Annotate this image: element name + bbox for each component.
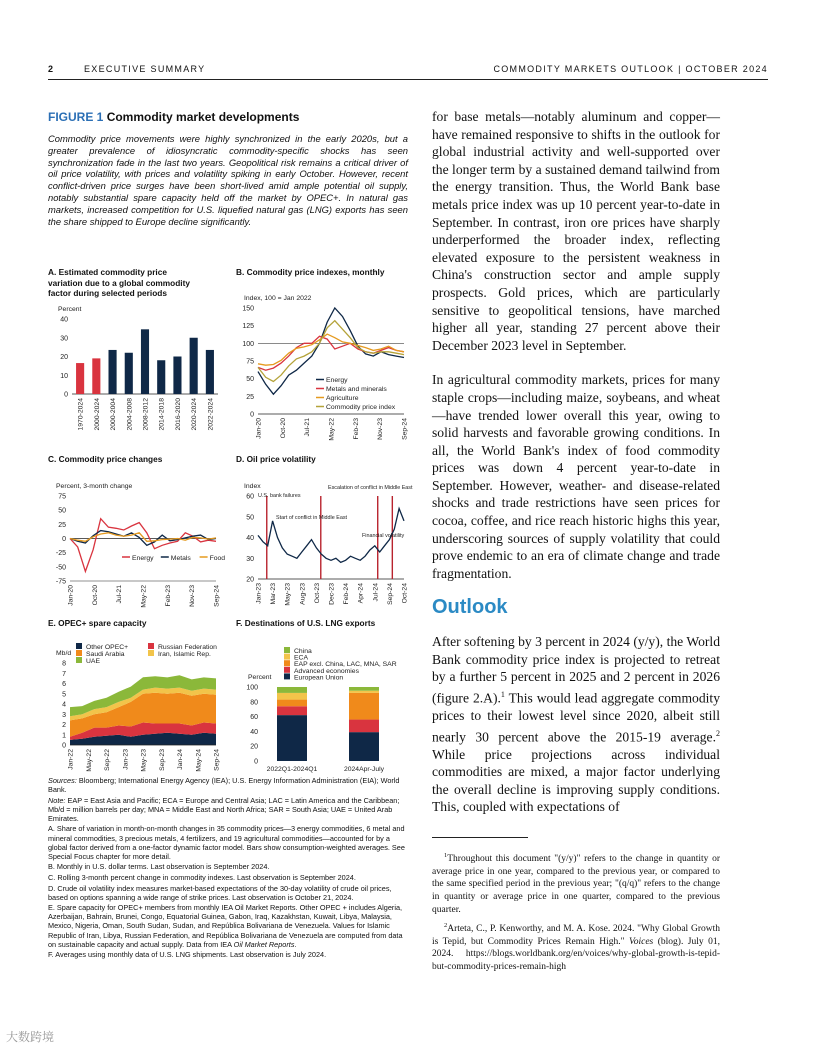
panel-a-ytick: 40 bbox=[60, 316, 68, 323]
note-e-italic: Oil Market Reports bbox=[233, 939, 295, 949]
panel-e-legend-label: Russian Federation bbox=[158, 643, 217, 651]
panel-a-bar bbox=[109, 349, 117, 393]
figure-label: FIGURE 1 bbox=[48, 110, 104, 124]
panel-e-ytick: 7 bbox=[62, 670, 66, 678]
panel-b-title: B. Commodity price indexes, monthly bbox=[236, 267, 385, 277]
figure-intro: Commodity price movements were highly synchronized in the early 2020s, but a greater prevalence of idiosyncratic commodity-specific shocks has seen synchronization fade in the last two years. Geopolitical risk remains a critical driver of oil price volatility, with prices and volatility spiking in early October. However, recent conflict-driven price surges have been short-lived amid ample potential oil supply, notably substantial spare capacity held off the market by OPEC+. In natural gas markets, increased competition for U.S. liquefied natural gas (LNG) exports has seen the share shipped to Europe decline significantly. bbox=[48, 133, 408, 227]
panel-a-xtick: 2008-2012 bbox=[142, 397, 150, 431]
panel-a-xtick: 2020-2024 bbox=[191, 397, 199, 431]
panel-f-ylabel: Percent bbox=[248, 673, 272, 681]
panel-c-xtick: Feb-23 bbox=[164, 584, 172, 607]
note-f: F. Averages using monthly data of U.S. LNG shipments. Last observation is July 2024. bbox=[48, 950, 327, 960]
panel-d-xtick: May-23 bbox=[284, 582, 292, 606]
panel-c-legend-label: Food bbox=[209, 554, 226, 562]
panel-e-ytick: 4 bbox=[62, 701, 66, 708]
panel-e-ytick: 5 bbox=[62, 690, 66, 698]
panel-b-ytick: 25 bbox=[246, 393, 254, 401]
panel-a-bar bbox=[173, 356, 181, 394]
panel-c bbox=[48, 454, 228, 615]
panel-f-legend-label: EAP excl. China, LAC, MNA, SAR bbox=[294, 660, 397, 668]
note-d: D. Crude oil volatility index measures market-based expectations of the 30-day volatility of crude oil prices, based on options spanning a wide range of strike prices. Last observation is October 21, 2024. bbox=[48, 883, 392, 902]
panel-b bbox=[236, 267, 416, 450]
panel-a-xtick: 2014-2018 bbox=[158, 397, 166, 431]
body-paragraph-3 bbox=[432, 633, 720, 816]
panel-d-chart bbox=[236, 465, 416, 615]
footnote-rule bbox=[432, 837, 528, 838]
panel-f-legend-label: Advanced economies bbox=[294, 667, 359, 675]
body-paragraph-2: In agricultural commodity markets, prices for many staple crops—including maize, soybeans, and wheat—have trended lower overall this year, owing to solid harvests and favorable growing conditions. In all, the World Bank's index of food commodity prices was down 4 percent year-to-date in September. However, weather- and disease-related shocks and trade restrictions have seen prices for cocoa, coffee, and rice reach historic highs this year, underscoring sources of supply volatility that could prove endemic to an era of climate change and trade fragmentation. bbox=[432, 372, 720, 581]
panel-e-ytick: 8 bbox=[62, 660, 66, 667]
panel-f-bar-segment bbox=[277, 706, 307, 715]
note-e-text: E. Spare capacity for OPEC+ members from monthly IEA Oil Market Reports. Other OPEC + includes Algeria, Azerbaijan, Bahrain, Brunei, Congo, Equatorial Guinea, Gabon, Iraq, Kazakhstan, Kuwait, Libya, Malaysia, Mexico, Nigeria, Oman, South Sudan, Sudan, and República Bolivariana de Venezuela. Values for Islamic Republic of Iran, Libya, Russian Federation, and República Bolivariana de Venezuela are computed from data on sustainable capacity and actual supply. Data from IEA bbox=[48, 903, 403, 949]
p3-part-b: This would lead aggregate commodity prices to their lowest level since 2020, albeit still nearly 30 percent above the 2015-19 average. bbox=[432, 690, 720, 745]
panel-d-xtick: Jan-23 bbox=[255, 582, 263, 604]
panel-f-legend-swatch bbox=[284, 660, 290, 666]
panel-b-xtick: Jan-20 bbox=[255, 417, 263, 439]
page-header bbox=[48, 64, 768, 78]
panel-d-annotation: U.S. bank failures bbox=[258, 492, 301, 499]
panel-f-legend-swatch bbox=[284, 666, 290, 672]
panel-d-xtick: Sep-24 bbox=[386, 582, 394, 605]
panel-c-ytick: -25 bbox=[55, 549, 66, 557]
panel-d-ytick: 20 bbox=[246, 576, 254, 583]
panel-f-bar-segment bbox=[277, 699, 307, 706]
panel-a-bar bbox=[76, 363, 84, 394]
panel-e-xtick: Sep-23 bbox=[158, 748, 166, 771]
panel-e-ytick: 2 bbox=[62, 721, 66, 729]
panel-b-chart bbox=[236, 278, 416, 450]
panel-f-bar-segment bbox=[349, 687, 379, 691]
panel-a-ylabel: Percent bbox=[58, 305, 82, 313]
sources-label: Sources: bbox=[48, 776, 77, 785]
panel-f-chart bbox=[236, 629, 416, 779]
footnote-2-text-b: (blog). July 01, 2024. https://blogs.worldbank.org/en/voices/why-global-growth-is-tepid-but-commodity-prices-remain-high bbox=[432, 936, 720, 973]
panel-e-chart bbox=[48, 629, 228, 779]
panel-b-legend-label: Metals and minerals bbox=[326, 385, 387, 393]
panel-d-ytick: 50 bbox=[246, 513, 254, 521]
panel-b-xtick: Feb-23 bbox=[352, 417, 360, 440]
panel-e-xtick: Jan-22 bbox=[67, 748, 75, 770]
panel-d-xtick: Oct-23 bbox=[313, 582, 321, 603]
panel-e-ytick: 6 bbox=[62, 680, 66, 688]
panel-e-xtick: Jan-24 bbox=[177, 748, 184, 770]
body-text bbox=[432, 108, 720, 833]
panel-a-xtick: 2000-2024 bbox=[93, 397, 101, 431]
panel-b-ytick: 150 bbox=[242, 305, 254, 312]
footnote-2-text-a: Arteta, C., P. Kenworthy, and M. A. Kose. 2024. "Why Global Growth is Tepid, but Commodity Prices Remain High." bbox=[432, 924, 720, 947]
panel-e-legend-label: Saudi Arabia bbox=[86, 650, 125, 658]
panel-b-ytick: 75 bbox=[246, 358, 254, 365]
panel-e-title: E. OPEC+ spare capacity bbox=[48, 618, 147, 628]
publication-name: COMMODITY MARKETS OUTLOOK | OCTOBER 2024 bbox=[493, 64, 768, 74]
panel-c-xtick: May-22 bbox=[140, 584, 148, 608]
panel-d-ytick: 40 bbox=[246, 534, 254, 542]
panel-a-ytick: 20 bbox=[60, 353, 68, 361]
panel-f-bar-segment bbox=[349, 692, 379, 719]
panel-a-chart bbox=[48, 299, 228, 449]
panel-f-ytick: 20 bbox=[250, 743, 258, 751]
panel-b-series-line bbox=[258, 320, 404, 381]
panel-e-legend-swatch bbox=[76, 650, 82, 656]
panel-e-xtick: Sep-24 bbox=[213, 748, 221, 771]
panel-c-xtick: Sep-24 bbox=[213, 584, 221, 607]
panel-a-ytick: 0 bbox=[64, 391, 68, 398]
panel-f-legend-label: ECA bbox=[294, 654, 308, 662]
panel-f-legend-swatch bbox=[284, 647, 290, 653]
panel-d-annotation: Financial volatility bbox=[362, 532, 405, 539]
panel-c-series-line bbox=[70, 532, 216, 541]
sources-note bbox=[48, 776, 408, 794]
panel-f-ytick: 100 bbox=[246, 684, 258, 691]
panel-f-ytick: 40 bbox=[250, 728, 258, 736]
panel-a-xtick: 2000-2004 bbox=[110, 397, 118, 431]
panel-c-ylabel: Percent, 3-month change bbox=[56, 482, 133, 490]
panel-f-ytick: 0 bbox=[254, 758, 258, 765]
panel-c-ytick: 25 bbox=[58, 521, 66, 529]
panel-a-bar bbox=[125, 352, 133, 393]
panel-c-legend-label: Metals bbox=[170, 554, 191, 562]
panel-a-ytick: 10 bbox=[60, 372, 68, 380]
panel-d-xtick: Aug-23 bbox=[299, 582, 307, 605]
header-rule bbox=[48, 79, 768, 80]
panel-f-title: F. Destinations of U.S. LNG exports bbox=[236, 618, 376, 628]
panel-f-legend-label: China bbox=[294, 647, 312, 655]
panel-b-legend-label: Commodity price index bbox=[326, 403, 396, 411]
figure-title bbox=[48, 110, 408, 124]
panel-b-legend-label: Agriculture bbox=[326, 394, 359, 402]
panel-e-legend-label: Iran, Islamic Rep. bbox=[158, 650, 211, 658]
note-b: B. Monthly in U.S. dollar terms. Last observation is September 2024. bbox=[48, 862, 270, 872]
panel-d-ytick: 30 bbox=[246, 555, 254, 563]
footnote-1-number: 1 bbox=[444, 852, 448, 859]
panel-d-xtick: Oct-24 bbox=[401, 582, 409, 603]
footnotes bbox=[432, 850, 720, 978]
note-c: C. Rolling 3-month percent change in commodity indexes. Last observation is September 2024. bbox=[48, 872, 356, 882]
note-e: E. Spare capacity for OPEC+ members from monthly IEA Oil Market Reports. Other OPEC + includes Algeria, Azerbaijan, Bahrain, Brunei, Congo, Equatorial Guinea, Gabon, Iraq, Kazakhstan, Kuwait, Libya, Malaysia, Mexico, Nigeria, Oman, South Sudan, Sudan, and República Bolivariana de Venezuela. Values for Islamic Republic of Iran, Libya, Russian Federation, and República Bolivariana de Venezuela are computed from data on sustainable capacity and actual supply. Data from IEA Oil Market Reports. bbox=[48, 903, 403, 949]
panel-d-annotation: Start of conflict in Middle East bbox=[276, 514, 348, 521]
note-a: A. Share of variation in month-on-month changes in 35 commodity prices—3 energy commodities, 6 metal and mineral commodities, 3 precious metals, 4 fertilizers, and 19 agricultural commodities—accounted for by a global factor derived from a one-factor dynamic factor model. Bars show consumption-weighted averages. See Special Focus chapter for more detail. bbox=[48, 824, 405, 861]
panel-c-ytick: -50 bbox=[55, 563, 66, 571]
panel-b-ylabel: Index, 100 = Jan 2022 bbox=[244, 294, 312, 302]
panel-c-xtick: Nov-23 bbox=[189, 584, 197, 607]
sources-text: Bloomberg; International Energy Agency (IEA); U.S. Energy Information Administration (EIA); World Bank. bbox=[48, 776, 400, 795]
panel-c-xtick: Jan-20 bbox=[67, 584, 75, 606]
panel-e-xtick: Sep-22 bbox=[104, 748, 111, 771]
panel-d-ylabel: Index bbox=[244, 482, 261, 490]
panel-e-xtick: May-24 bbox=[195, 748, 203, 772]
panel-f-bar-segment bbox=[349, 732, 379, 761]
panel-b-ytick: 50 bbox=[246, 375, 254, 383]
panel-b-ytick: 125 bbox=[242, 322, 254, 330]
panel-d-xtick: Jul-24 bbox=[372, 582, 380, 602]
panel-a-bar bbox=[92, 358, 100, 394]
panel-e-legend-label: Other OPEC+ bbox=[86, 643, 129, 651]
panel-f-legend-swatch bbox=[284, 653, 290, 659]
note-text: EAP = East Asia and Pacific; ECA = Europe and Central Asia; LAC = Latin America and the Caribbean; Mb/d = million barrels per day; MNA = Middle East and North Africa; SAR = South Asia; UAE = United Arab Emirates. bbox=[48, 795, 400, 823]
panel-a-xtick: 2022-2024 bbox=[207, 397, 215, 431]
panel-b-ytick: 100 bbox=[242, 340, 254, 348]
page-number: 2 bbox=[48, 64, 55, 74]
panel-a-title: A. Estimated commodity price variation due to a global commodity factor during selected periods bbox=[48, 267, 190, 298]
body-paragraph-1: for base metals—notably aluminum and copper—have remained responsive to shifts in the outlook for global industrial activity and well-supported over the longer term by a sustained demand tailwind from the energy transition. Thus, the World Bank base metals price index was up 10 percent year-to-date in September. In contrast, iron ore prices have sharply underperformed the broader index, reflecting elevated exposure to the persistent weakness in China's construction sector and ample supply prospects. Gold prices, which are particularly sensitive to geopolitical tensions, have marched higher all year, standing 27 percent above their December 2023 level in September. bbox=[432, 109, 720, 353]
panel-a-bar bbox=[206, 349, 214, 393]
panel-f-xtick: 2024Apr-July bbox=[343, 765, 385, 773]
panel-c-ytick: 0 bbox=[62, 535, 66, 543]
panel-f-bar-segment bbox=[277, 715, 307, 761]
panel-f bbox=[236, 618, 416, 779]
panel-e-legend-swatch bbox=[76, 643, 82, 649]
panel-e-ytick: 1 bbox=[62, 731, 66, 739]
footnote-1 bbox=[432, 850, 720, 916]
panel-d bbox=[236, 454, 416, 615]
panel-f-bar-segment bbox=[277, 687, 307, 693]
panel-d-annotation: Escalation of conflict in Middle East bbox=[328, 484, 413, 491]
panel-d-title: D. Oil price volatility bbox=[236, 454, 316, 464]
panel-a bbox=[48, 267, 228, 449]
panel-f-bar-segment bbox=[349, 719, 379, 732]
panel-b-legend-label: Energy bbox=[326, 376, 348, 384]
panel-e-ytick: 3 bbox=[62, 711, 66, 719]
panel-c-ytick: 75 bbox=[58, 493, 66, 500]
panel-a-xtick: 1970-2024 bbox=[77, 397, 85, 431]
panel-f-legend-swatch bbox=[284, 673, 290, 679]
panel-c-legend-label: Energy bbox=[132, 554, 154, 562]
footnote-2-number: 2 bbox=[444, 922, 448, 930]
panel-b-xtick: Nov-23 bbox=[377, 417, 385, 440]
panel-e-xtick: Jan-23 bbox=[122, 748, 130, 770]
panel-a-xtick: 2016-2020 bbox=[174, 397, 182, 431]
panel-c-ytick: 50 bbox=[58, 507, 66, 515]
panel-b-xtick: Oct-20 bbox=[279, 417, 287, 438]
panel-d-xtick: Feb-24 bbox=[343, 582, 351, 605]
panel-a-bar bbox=[157, 360, 165, 394]
figure-title-text: Commodity market developments bbox=[106, 110, 300, 124]
fn1-ref[interactable]: 1 bbox=[500, 689, 505, 699]
panel-a-ytick: 30 bbox=[60, 334, 68, 342]
panel-d-xtick: Mar-23 bbox=[270, 582, 278, 605]
panel-f-ytick: 60 bbox=[250, 713, 258, 721]
panel-e-legend-swatch bbox=[148, 643, 154, 649]
panel-e bbox=[48, 618, 228, 779]
panel-e-ytick: 0 bbox=[62, 742, 66, 749]
panel-e-ylabel: Mb/d bbox=[56, 649, 72, 657]
panel-c-title: C. Commodity price changes bbox=[48, 454, 163, 464]
footnote-1-text: Throughout this document "(y/y)" refers to the change in quantity or average price in one year, compared to the previous year, or compared to the same specified period in the previous year; "(q/q)" refers to the change in quantity or average price in one quarter, compared to the previous quarter. bbox=[432, 854, 720, 915]
panel-b-xtick: Sep-24 bbox=[401, 417, 409, 440]
panel-b-xtick: Jul-21 bbox=[304, 417, 312, 437]
panel-c-xtick: Oct-20 bbox=[91, 584, 99, 605]
panel-e-xtick: May-23 bbox=[140, 748, 148, 772]
panel-e-legend-swatch bbox=[76, 657, 82, 663]
panel-f-bar-segment bbox=[277, 692, 307, 699]
panel-b-series-line bbox=[258, 336, 404, 370]
figure-block bbox=[48, 110, 408, 227]
fn2-ref[interactable]: 2 bbox=[716, 728, 720, 738]
panel-d-xtick: Apr-24 bbox=[357, 582, 365, 603]
panel-a-bar bbox=[141, 329, 149, 394]
panel-a-xtick: 2004-2008 bbox=[126, 397, 134, 431]
panel-e-legend-label: UAE bbox=[86, 657, 100, 665]
panel-c-ytick: -75 bbox=[55, 578, 66, 585]
panel-c-series-line bbox=[70, 518, 216, 571]
panel-b-ytick: 0 bbox=[250, 411, 254, 418]
panel-f-legend-label: European Union bbox=[294, 673, 344, 681]
panel-e-xtick: May-22 bbox=[85, 748, 93, 772]
panel-a-bar bbox=[190, 337, 198, 393]
panel-b-xtick: May-22 bbox=[328, 417, 336, 441]
figure-notes bbox=[48, 776, 408, 961]
footnote-2-italic: Voices bbox=[628, 936, 654, 947]
panel-f-ytick: 80 bbox=[250, 698, 258, 706]
panel-f-xtick: 2022Q1-2024Q1 bbox=[266, 765, 318, 773]
section-name: EXECUTIVE SUMMARY bbox=[84, 64, 206, 74]
panel-c-xtick: Jul-21 bbox=[116, 584, 124, 604]
panel-f-bar-segment bbox=[349, 690, 379, 692]
abbrev-note bbox=[48, 796, 408, 823]
watermark: 大数跨境 bbox=[6, 1030, 55, 1044]
p3-part-c: While price projections across individual commodities are mixed, a major factor underlying the overall decline is improving supply conditions. This, coupled with expectations of bbox=[432, 746, 720, 815]
panel-e-legend-swatch bbox=[148, 650, 154, 656]
footnote-2 bbox=[432, 920, 720, 974]
outlook-heading: Outlook bbox=[432, 596, 508, 619]
panel-d-xtick: Dec-23 bbox=[328, 582, 336, 605]
panel-c-chart bbox=[48, 465, 228, 615]
p3-part-a: After softening by 3 percent in 2024 (y/y), the World Bank commodity price index is projected to retreat by a further 5 percent in 2025 and 2 percent in 2026 (figure 2.A). bbox=[432, 634, 720, 706]
note-label: Note: bbox=[48, 795, 66, 805]
panel-d-ytick: 60 bbox=[246, 493, 254, 500]
